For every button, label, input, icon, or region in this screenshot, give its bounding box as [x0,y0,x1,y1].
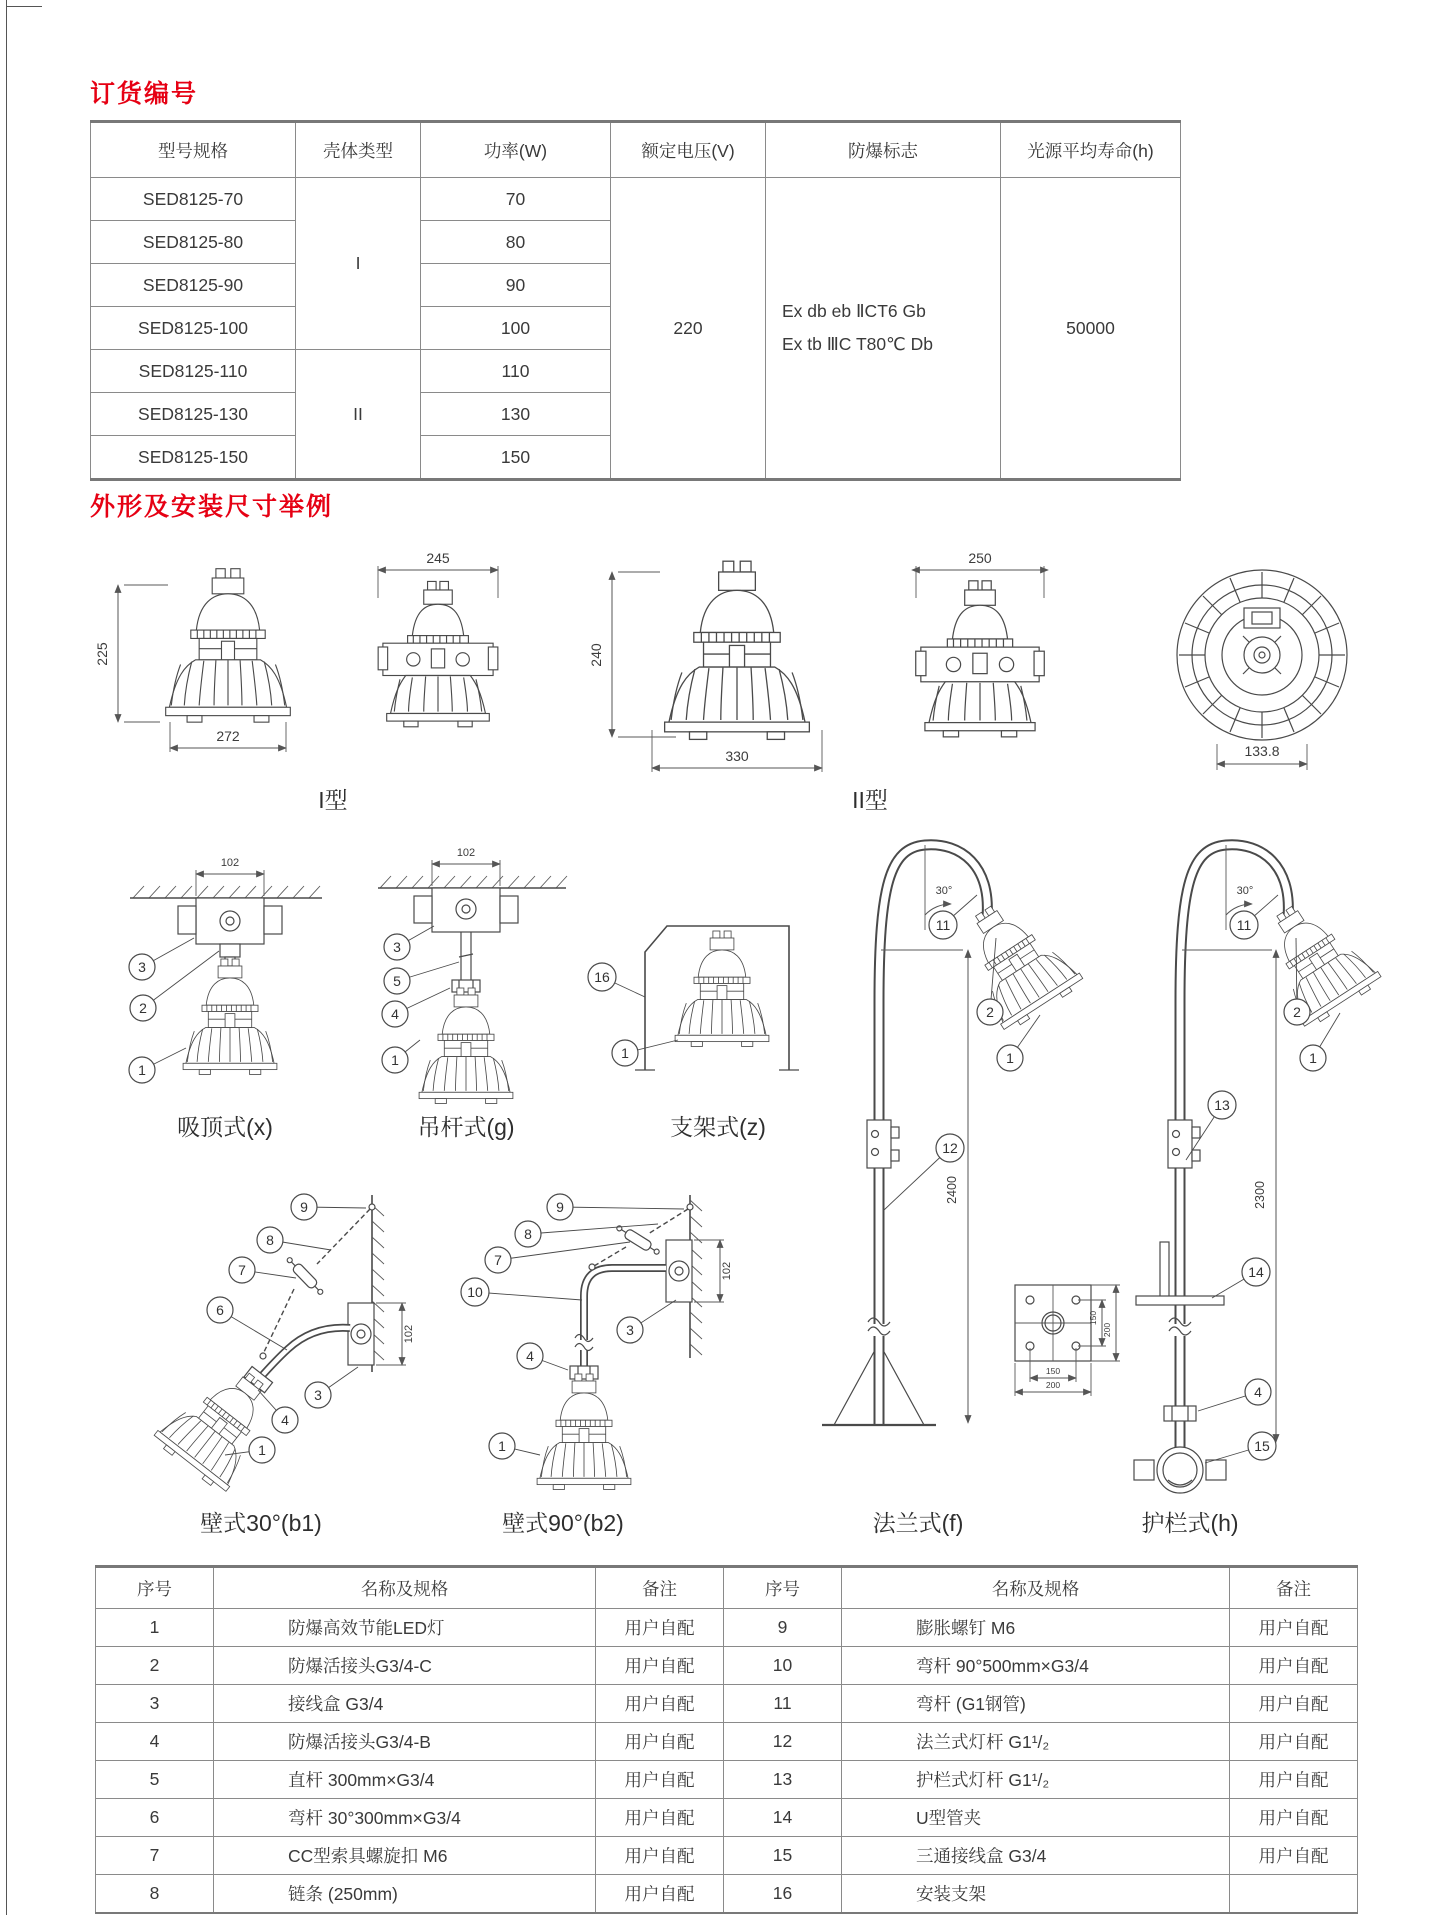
callout-15 [1205,1432,1276,1463]
callout-9 [291,1194,366,1220]
col-header-power: 功率(W) [421,122,611,178]
table-row [96,1723,1358,1761]
svg-text:4: 4 [1254,1384,1262,1400]
svg-text:13: 13 [1214,1097,1230,1113]
mount-guard-label: 护栏式(h) [1141,1510,1239,1536]
part-remark: 用户自配 [1230,1837,1358,1875]
part-no: 2 [96,1647,214,1685]
callout-16 [588,963,645,997]
part-remark: 用户自配 [596,1875,724,1914]
mount-ceiling-label: 吸顶式(x) [177,1114,273,1140]
table-row [96,1609,1358,1647]
dim-front2-height: 240 [588,643,604,667]
part-no: 9 [724,1609,842,1647]
svg-text:9: 9 [300,1199,308,1215]
callout-14 [1212,1258,1270,1298]
part-no: 12 [724,1723,842,1761]
view-type1-side [378,550,498,727]
part-remark: 用户自配 [596,1609,724,1647]
power-cell: 150 [421,436,611,480]
svg-text:3: 3 [138,959,146,975]
svg-text:2: 2 [139,1000,147,1016]
part-no: 10 [724,1647,842,1685]
part-name: 接线盒 G3/4 [214,1685,596,1723]
housing-type-II-cell: II [296,350,421,480]
svg-text:9: 9 [556,1199,564,1215]
part-name: 安装支架 [842,1875,1230,1914]
section-title-dimensions: 外形及安装尺寸举例 [90,493,334,521]
table-row [96,1799,1358,1837]
part-no: 4 [96,1723,214,1761]
col-header-housing: 壳体类型 [296,122,421,178]
ex-mark-line1: Ex db eb ⅡCT6 Gb [782,300,926,321]
view-type2-side [912,550,1048,737]
lifetime-cell: 50000 [1001,178,1181,480]
svg-text:1: 1 [1006,1050,1014,1066]
mount-pendant-label: 吊杆式(g) [417,1114,515,1140]
mount-guard [1134,845,1384,1536]
svg-text:1: 1 [391,1052,399,1068]
part-no: 6 [96,1799,214,1837]
part-name: 直杆 300mm×G3/4 [214,1761,596,1799]
svg-text:2: 2 [1293,1004,1301,1020]
part-name: 法兰式灯杆 G1¹/₂ [842,1723,1230,1761]
dim-side2-width: 250 [968,550,992,566]
part-name: 弯杆 (G1钢管) [842,1685,1230,1723]
callout-1 [129,1048,186,1083]
part-name: CC型索具螺旋扣 M6 [214,1837,596,1875]
power-cell: 110 [421,350,611,393]
model-cell: SED8125-80 [91,221,296,264]
dim-guard-angle: 30° [1236,885,1254,897]
svg-text:4: 4 [526,1348,534,1364]
part-remark: 用户自配 [1230,1647,1358,1685]
mount-flange-label: 法兰式(f) [872,1510,964,1536]
part-name: 护栏式灯杆 G1¹/₂ [842,1761,1230,1799]
svg-text:11: 11 [1236,917,1252,933]
part-remark: 用户自配 [596,1647,724,1685]
svg-text:4: 4 [391,1006,399,1022]
part-no: 13 [724,1761,842,1799]
view-type1-front [94,569,290,752]
power-cell: 100 [421,307,611,350]
power-cell: 130 [421,393,611,436]
col-header-ex-mark: 防爆标志 [766,122,1001,178]
part-remark: 用户自配 [1230,1685,1358,1723]
dim-plate-inner-v: 150 [1088,1310,1098,1326]
svg-text:11: 11 [935,917,951,933]
mount-flange [822,845,1120,1536]
part-no: 11 [724,1685,842,1723]
housing-type-I-cell: I [296,178,421,350]
svg-text:1: 1 [1309,1050,1317,1066]
svg-text:7: 7 [238,1262,246,1278]
part-name: 膨胀螺钉 M6 [842,1609,1230,1647]
svg-text:1: 1 [138,1062,146,1078]
svg-text:2: 2 [986,1004,994,1020]
callout-4 [258,1390,298,1433]
view-bottom [1177,570,1347,770]
callout-11 [929,895,977,939]
svg-text:12: 12 [942,1140,958,1156]
dim-plate-outer-v: 200 [1102,1322,1112,1338]
table-row [96,1837,1358,1875]
dim-flange-height: 2400 [945,1176,959,1204]
svg-text:8: 8 [266,1232,274,1248]
dim-wall90-box: 102 [721,1261,733,1281]
view-type2-front [588,561,822,772]
svg-text:7: 7 [494,1252,502,1268]
col-header-remark: 备注 [1230,1567,1358,1609]
callout-4 [517,1343,568,1370]
mount-wall30-label: 壁式30°(b1) [200,1510,322,1536]
mount-wall90-label: 壁式90°(b2) [502,1510,624,1536]
part-no: 15 [724,1837,842,1875]
part-name: 防爆活接头G3/4-C [214,1647,596,1685]
callout-3 [384,926,434,960]
col-header-no: 序号 [724,1567,842,1609]
col-header-no: 序号 [96,1567,214,1609]
dim-front1-width: 272 [216,728,240,744]
svg-text:3: 3 [626,1322,634,1338]
callout-10 [461,1278,582,1306]
callout-4 [1198,1379,1271,1411]
power-cell: 80 [421,221,611,264]
callout-6 [207,1297,287,1350]
callout-9 [547,1194,684,1220]
callout-8 [257,1227,331,1253]
part-no: 16 [724,1875,842,1914]
part-no: 3 [96,1685,214,1723]
table-row [96,1761,1358,1799]
part-remark: 用户自配 [596,1685,724,1723]
ex-mark-line2: Ex tb ⅢC T80℃ Db [782,334,934,354]
part-no: 5 [96,1761,214,1799]
part-remark: 用户自配 [1230,1723,1358,1761]
callout-4 [382,988,450,1027]
mount-wall90 [461,1194,733,1536]
svg-text:15: 15 [1254,1438,1270,1454]
part-remark [1230,1875,1358,1914]
model-cell: SED8125-110 [91,350,296,393]
callout-1 [382,1040,420,1073]
part-remark: 用户自配 [1230,1761,1358,1799]
callout-1 [489,1433,540,1459]
part-remark: 用户自配 [1230,1609,1358,1647]
type1-label: I型 [318,787,348,813]
dim-side1-width: 245 [426,550,450,566]
col-header-lifetime: 光源平均寿命(h) [1001,122,1181,178]
part-remark: 用户自配 [596,1723,724,1761]
dim-flange-angle: 30° [935,885,953,897]
col-header-name: 名称及规格 [842,1567,1230,1609]
part-remark: 用户自配 [596,1799,724,1837]
mount-bracket [588,926,799,1140]
model-cell: SED8125-90 [91,264,296,307]
svg-text:5: 5 [393,973,401,989]
col-header-model: 型号规格 [91,122,296,178]
model-cell: SED8125-100 [91,307,296,350]
part-remark: 用户自配 [596,1837,724,1875]
svg-text:3: 3 [314,1387,322,1403]
part-remark: 用户自配 [1230,1799,1358,1837]
dim-guard-height: 2300 [1253,1181,1267,1209]
mount-wall30 [151,1194,415,1536]
callout-3 [617,1300,676,1343]
svg-text:14: 14 [1248,1264,1264,1280]
dim-wall30-box: 102 [403,1324,415,1344]
part-name: 弯杆 90°500mm×G3/4 [842,1647,1230,1685]
section-title-order: 订货编号 [90,80,199,108]
svg-text:6: 6 [216,1302,224,1318]
svg-text:1: 1 [621,1045,629,1061]
callout-3 [129,938,194,980]
part-name: 防爆活接头G3/4-B [214,1723,596,1761]
dim-front2-width: 330 [725,748,749,764]
part-remark: 用户自配 [596,1761,724,1799]
part-name: U型管夹 [842,1799,1230,1837]
part-name: 防爆高效节能LED灯 [214,1609,596,1647]
voltage-cell: 220 [611,178,766,480]
part-no: 8 [96,1875,214,1914]
type2-label: II型 [852,787,888,813]
table-row [96,1875,1358,1914]
model-cell: SED8125-130 [91,393,296,436]
part-name: 链条 (250mm) [214,1875,596,1914]
dim-plate-outer-h: 200 [1045,1380,1061,1390]
power-cell: 90 [421,264,611,307]
mount-ceiling [129,857,322,1140]
part-no: 1 [96,1609,214,1647]
table-header-row [96,1567,1358,1609]
table-row [96,1647,1358,1685]
model-cell: SED8125-150 [91,436,296,480]
col-header-name: 名称及规格 [214,1567,596,1609]
dim-front1-height: 225 [94,642,110,666]
dim-pendant-box: 102 [456,847,476,859]
model-cell: SED8125-70 [91,178,296,221]
svg-text:16: 16 [594,969,610,985]
part-no: 7 [96,1837,214,1875]
callout-3 [305,1367,358,1408]
part-name: 三通接线盒 G3/4 [842,1837,1230,1875]
svg-text:1: 1 [258,1442,266,1458]
table-row [96,1685,1358,1723]
svg-text:10: 10 [467,1284,483,1300]
dim-plate-inner-h: 150 [1045,1366,1061,1376]
svg-text:4: 4 [281,1412,289,1428]
flange-base-plate-detail [1015,1285,1120,1396]
callout-11 [1230,895,1278,939]
svg-text:3: 3 [393,939,401,955]
dim-ceiling-box: 102 [220,857,240,869]
part-no: 14 [724,1799,842,1837]
mount-bracket-label: 支架式(z) [670,1114,766,1140]
callout-7 [229,1257,296,1283]
svg-text:1: 1 [498,1438,506,1454]
parts-list-table [95,1565,1358,1914]
part-name: 弯杆 30°300mm×G3/4 [214,1799,596,1837]
svg-text:8: 8 [524,1226,532,1242]
mount-pendant [378,847,567,1140]
power-cell: 70 [421,178,611,221]
dim-bottom-width: 133.8 [1244,743,1280,759]
col-header-remark: 备注 [596,1567,724,1609]
col-header-voltage: 额定电压(V) [611,122,766,178]
